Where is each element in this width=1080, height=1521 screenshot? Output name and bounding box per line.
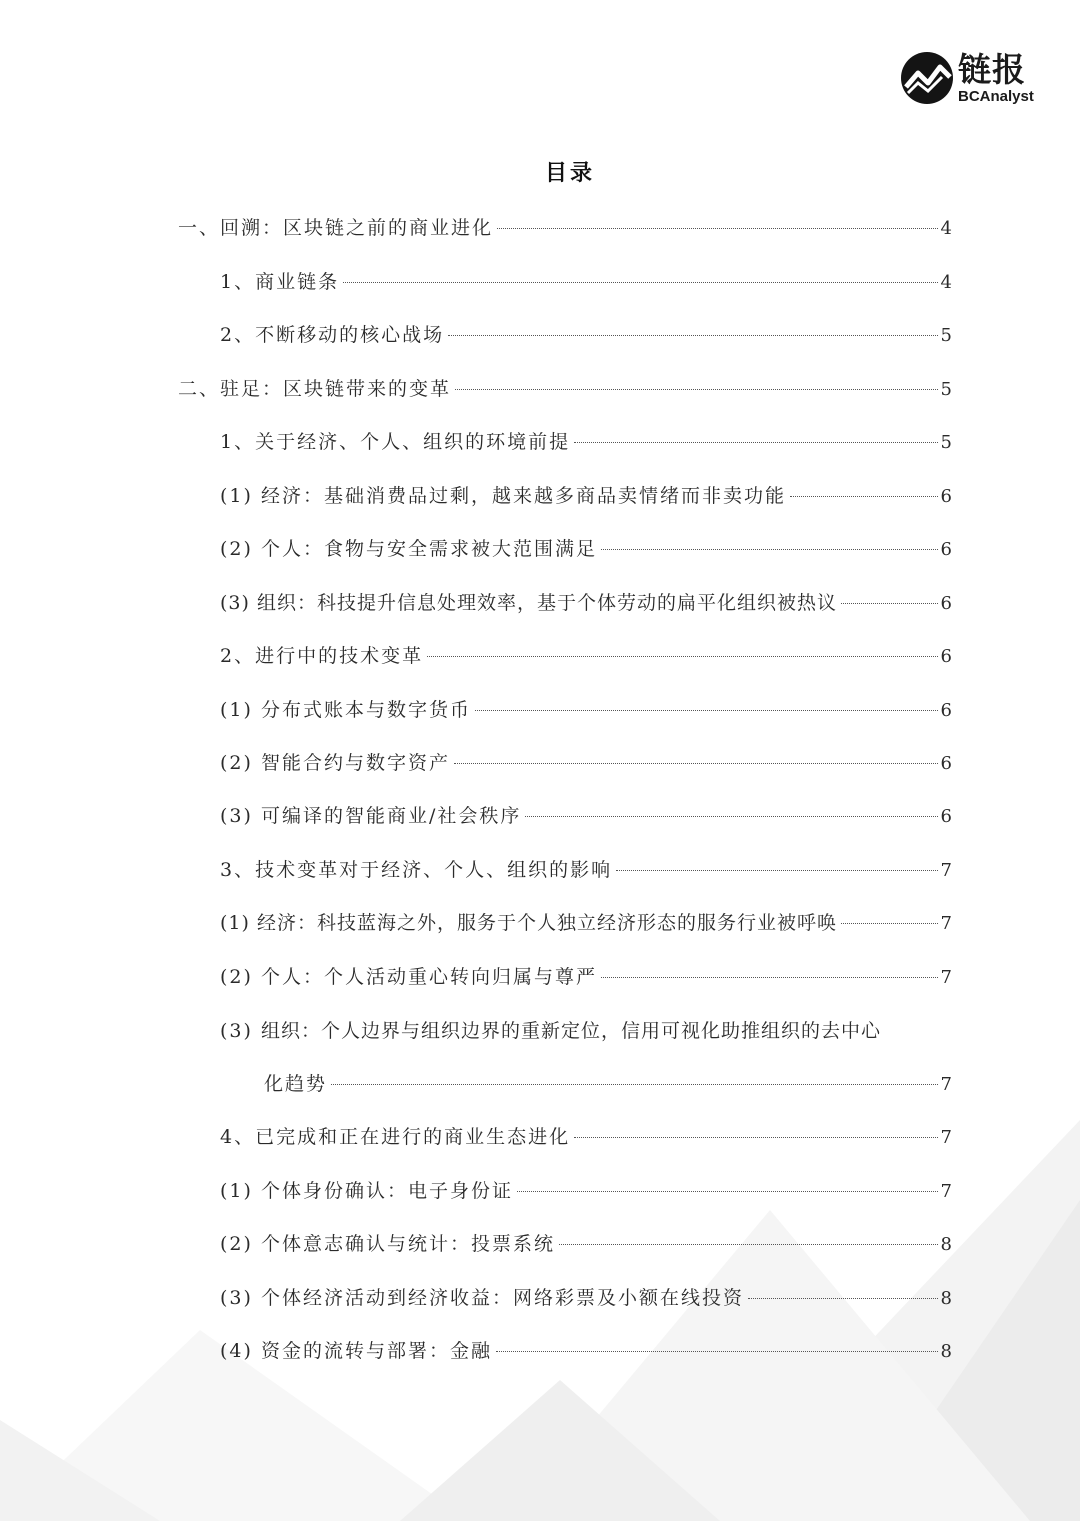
toc-page: 6: [940, 593, 952, 614]
toc-page: 8: [940, 1288, 952, 1309]
toc-text-continued: 化趋势: [264, 1073, 328, 1095]
toc-leader-dots: [574, 1137, 938, 1138]
toc-text: 个体意志确认与统计：投票系统: [260, 1233, 555, 1255]
toc-text: 回溯：区块链之前的商业进化: [220, 217, 494, 239]
page-title: 目录: [544, 160, 595, 186]
toc-leader-dots: [559, 1244, 938, 1245]
toc-text: 进行中的技术变革: [255, 645, 424, 667]
toc-entry[interactable]: [220, 268, 952, 296]
toc-text: 已完成和正在进行的商业生态进化: [255, 1126, 571, 1148]
toc-text: 经济：科技蓝海之外，服务于个人独立经济形态的服务行业被呼唤: [256, 912, 837, 934]
toc-entry[interactable]: [220, 1230, 952, 1258]
toc-entry[interactable]: [220, 909, 952, 937]
toc-text: 技术变革对于经济、个人、组织的影响: [255, 859, 613, 881]
toc-text: 个人：个人活动重心转向归属与尊严: [260, 966, 597, 988]
toc-entry[interactable]: [220, 963, 952, 991]
toc-page: 6: [940, 700, 952, 721]
toc-number: (1): [220, 1180, 261, 1202]
toc-page: 8: [940, 1341, 952, 1362]
toc-page: 6: [940, 806, 952, 827]
toc-entry[interactable]: [220, 428, 952, 456]
toc-number: (1): [220, 699, 261, 721]
toc-number: (2): [220, 752, 261, 774]
toc-number: 4、: [220, 1126, 256, 1148]
toc-number: (1): [220, 485, 261, 507]
toc-page: 6: [940, 753, 952, 774]
toc-number: 2、: [220, 324, 256, 346]
toc-text: 关于经济、个人、组织的环境前提: [255, 431, 571, 453]
toc-leader-dots: [748, 1298, 938, 1299]
toc-leader-dots: [448, 335, 938, 336]
brand-logo: [900, 48, 1050, 108]
toc-number: (3): [220, 1287, 261, 1309]
toc-leader-dots: [574, 442, 938, 443]
toc-leader-dots: [455, 389, 938, 390]
toc-text: 可编译的智能商业/社会秩序: [260, 805, 522, 827]
toc-leader-dots: [496, 1351, 938, 1352]
toc-leader-dots: [475, 710, 938, 711]
toc-number: 二、: [178, 378, 221, 400]
toc-entry[interactable]: [220, 589, 952, 617]
toc-text: 组织：个人边界与组织边界的重新定位，信用可视化助推组织的去中心: [260, 1020, 881, 1042]
toc-leader-dots: [331, 1084, 938, 1085]
toc-text: 组织：科技提升信息处理效率，基于个体劳动的扁平化组织被热议: [256, 592, 837, 614]
toc-leader-dots: [525, 816, 938, 817]
toc-entry[interactable]: [220, 856, 952, 884]
toc-leader-dots: [343, 282, 938, 283]
toc-text: 个体经济活动到经济收益：网络彩票及小额在线投资: [260, 1287, 744, 1309]
toc-text: 个体身份确认：电子身份证: [260, 1180, 513, 1202]
toc-number: (2): [220, 538, 261, 560]
toc-page: 7: [940, 860, 952, 881]
toc-page: 6: [940, 539, 952, 560]
toc-page: 7: [940, 967, 952, 988]
toc-text: 经济：基础消费品过剩，越来越多商品卖情绪而非卖功能: [260, 485, 786, 507]
toc-leader-dots: [601, 549, 938, 550]
toc-number: (2): [220, 966, 261, 988]
toc-number: 2、: [220, 645, 256, 667]
logo-chinese-text: 链报: [958, 49, 1026, 89]
toc-page: 4: [940, 272, 952, 293]
toc-leader-dots: [616, 870, 938, 871]
chart-logo-icon: [900, 51, 954, 105]
toc-entry[interactable]: [220, 642, 952, 670]
toc-entry[interactable]: [220, 1284, 952, 1312]
toc-entry[interactable]: [220, 1337, 952, 1365]
toc-page: 8: [940, 1234, 952, 1255]
toc-page: 7: [940, 1181, 952, 1202]
toc-entry[interactable]: [220, 749, 952, 777]
toc-leader-dots: [427, 656, 938, 657]
toc-number: (4): [220, 1340, 261, 1362]
toc-number: 3、: [220, 859, 256, 881]
toc-page: 5: [940, 325, 952, 346]
toc-text: 个人：食物与安全需求被大范围满足: [260, 538, 597, 560]
toc-entry[interactable]: [220, 696, 952, 724]
toc-leader-dots: [454, 763, 938, 764]
toc-entry[interactable]: [220, 321, 952, 349]
toc-entry-wrapped[interactable]: [220, 1017, 881, 1045]
toc-leader-dots: [497, 228, 938, 229]
toc-number: (3): [220, 1020, 261, 1042]
toc-entry[interactable]: [220, 535, 952, 563]
toc-page: 6: [940, 646, 952, 667]
toc-number: 1、: [220, 271, 256, 293]
toc-leader-dots: [841, 923, 938, 924]
toc-page: 7: [940, 1074, 952, 1095]
toc-text: 分布式账本与数字货币: [260, 699, 471, 721]
toc-leader-dots: [841, 603, 938, 604]
toc-page: 7: [940, 1127, 952, 1148]
toc-number: (2): [220, 1233, 261, 1255]
toc-text: 商业链条: [255, 271, 340, 293]
toc-entry[interactable]: [220, 802, 952, 830]
toc-number: 1、: [220, 431, 256, 453]
toc-leader-dots: [517, 1191, 938, 1192]
toc-page: 6: [940, 486, 952, 507]
toc-number: (3): [220, 592, 257, 614]
toc-text: 不断移动的核心战场: [255, 324, 445, 346]
toc-entry[interactable]: [220, 482, 952, 510]
toc-number: (3): [220, 805, 261, 827]
toc-number: (1): [220, 912, 257, 934]
toc-text: 资金的流转与部署：金融: [260, 1340, 492, 1362]
toc-page: 5: [940, 432, 952, 453]
toc-number: 一、: [178, 217, 221, 239]
toc-page: 4: [940, 218, 952, 239]
toc-page: 7: [940, 913, 952, 934]
toc-entry[interactable]: [220, 1177, 952, 1205]
toc-entry[interactable]: [178, 375, 952, 403]
toc-entry[interactable]: [220, 1123, 952, 1151]
toc-text: 驻足：区块链带来的变革: [220, 378, 452, 400]
toc-entry-continuation[interactable]: [264, 1070, 952, 1098]
logo-english-text: BCAnalyst: [958, 87, 1034, 105]
toc-leader-dots: [790, 496, 938, 497]
toc-leader-dots: [601, 977, 938, 978]
toc-page: 5: [940, 379, 952, 400]
toc-entry[interactable]: [178, 214, 952, 242]
toc-text: 智能合约与数字资产: [260, 752, 450, 774]
